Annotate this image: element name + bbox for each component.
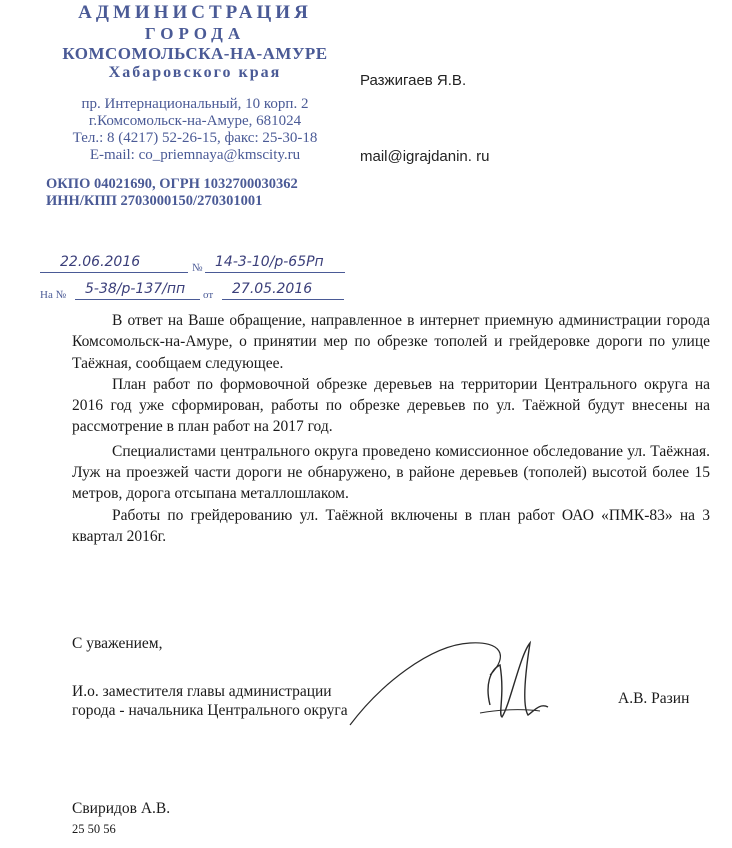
executor-phone: 25 50 56 bbox=[72, 822, 116, 836]
ref-number-label: На № bbox=[40, 289, 67, 301]
org-inn: ИНН/КПП 2703000150/270301001 bbox=[46, 193, 263, 209]
org-name-line1: АДМИНИСТРАЦИЯ bbox=[78, 2, 312, 23]
letter-body bbox=[72, 310, 710, 547]
paragraph-3: Специалистами центрального округа проведено комиссионное обследование ул. Таёжная. Луж на проезжей части дороги не обнаружено, в районе деревьев (тополей) высотой более 15 метров, дорога отсыпана металлошлаком. bbox=[72, 442, 710, 503]
position-line2: города - начальника Центрального округа bbox=[72, 702, 348, 719]
ref-date: 27.05.2016 bbox=[232, 281, 313, 297]
position-line1: И.о. заместителя главы администрации bbox=[72, 683, 332, 700]
org-city: г.Комсомольск-на-Амуре, 681024 bbox=[88, 113, 302, 129]
outgoing-date-underline bbox=[40, 272, 188, 273]
paragraph-2: План работ по формовочной обрезке деревьев на территории Центрального округа на 2016 год уже сформирован, работы по обрезке деревьев по ул. Таёжной будут внесены на рассмотрение в план работ на 2017 год. bbox=[72, 375, 710, 436]
outgoing-number: 14-3-10/р-65Рп bbox=[215, 254, 324, 270]
outgoing-number-underline bbox=[205, 272, 345, 273]
addressee-email: mail@igrajdanin. ru bbox=[360, 148, 490, 165]
paragraph-4: Работы по грейдерованию ул. Таёжной включены в план работ ОАО «ПМК-83» на 3 квартал 2016г. bbox=[72, 506, 710, 545]
org-email: E-mail: co_priemnaya@kmscity.ru bbox=[89, 147, 301, 163]
ref-date-underline bbox=[222, 299, 344, 300]
org-phones: Тел.: 8 (4217) 52-26-15, факс: 25-30-18 bbox=[72, 130, 318, 146]
outgoing-date: 22.06.2016 bbox=[60, 254, 141, 270]
ref-number: 5-38/р-137/пп bbox=[85, 281, 186, 297]
org-address: пр. Интернациональный, 10 корп. 2 bbox=[81, 96, 309, 112]
letterhead bbox=[40, 2, 350, 210]
closing-regards: С уважением, bbox=[72, 635, 163, 652]
outgoing-number-label: № bbox=[192, 262, 203, 274]
org-name-line2: ГОРОДА bbox=[144, 24, 246, 43]
ref-from-label: от bbox=[203, 289, 214, 301]
executor-name: Свиридов А.В. bbox=[72, 800, 171, 817]
ref-number-underline bbox=[75, 299, 200, 300]
paragraph-1: В ответ на Ваше обращение, направленное в интернет приемную администрации города Комсомольск-на-Амуре, о принятии мер по обрезке тополей и грейдеровке дороги по улице Таёжная, сообщаем следующее. bbox=[72, 312, 710, 372]
handwritten-signature bbox=[340, 625, 580, 745]
signatory-position bbox=[72, 682, 348, 720]
org-okpo: ОКПО 04021690, ОГРН 1032700030362 bbox=[46, 176, 298, 192]
signatory-name: А.В. Разин bbox=[618, 690, 690, 707]
addressee-name: Разжигаев Я.В. bbox=[360, 72, 467, 89]
org-name-line3: КОМСОМОЛЬСКА-НА-АМУРЕ bbox=[62, 44, 328, 63]
org-region: Хабаровского края bbox=[108, 64, 282, 81]
